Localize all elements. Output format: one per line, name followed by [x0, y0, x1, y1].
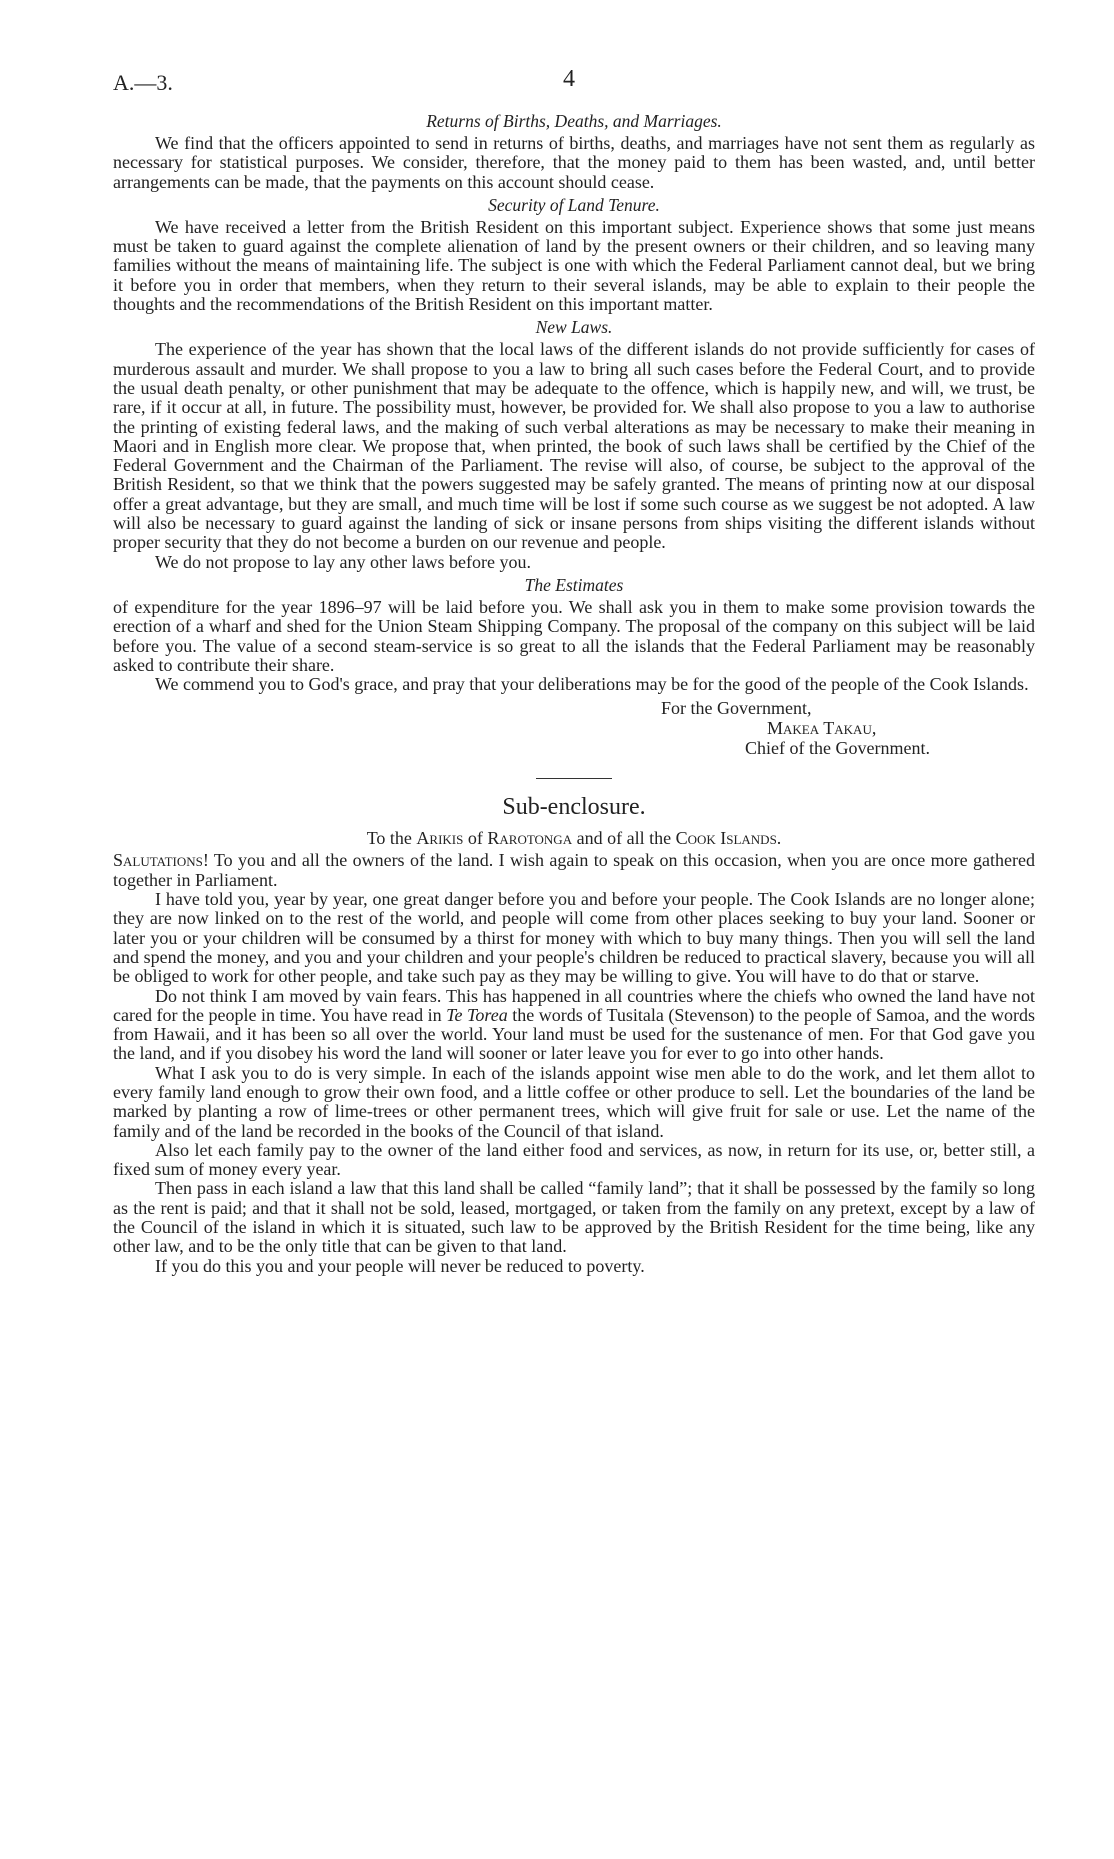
vain-fears-text-a: Do not think I am moved by vain fears. This has happened in all countries where the chiefs who owned the land have not cared for the people in time. You have read in	[113, 985, 1035, 1025]
paragraph-no-other-laws: We do not propose to lay any other laws before you.	[155, 551, 531, 572]
signatory-name: Makea Takau,	[767, 718, 877, 739]
address-and-all: and of all the	[576, 828, 672, 849]
heading-estimates: The Estimates	[524, 574, 624, 595]
paragraph-simple-request: What I ask you to do is very simple. In each of the islands appoint wise men able to do the work, and let them allot to every family land enough to grow their own food, and a little coffee or other produce to sell. Let the boundaries of the land be marked by planting a row of lime-trees or other permanent trees, which will give fruit for sale or use. Let the name of the family and of the land be recorded in the books of the Council of that island.	[113, 1062, 1035, 1141]
paragraph-births: We find that the officers appointed to send in returns of births, deaths, and marriages have not sent them as regularly as necessary for statistical purposes. We consider, therefore, that the money paid to them has been wasted, and, until better arrangements can be made, that the payments on this account should cease.	[113, 133, 1035, 192]
address-ariki-suffix: s	[456, 828, 464, 849]
paragraph-salutations	[113, 851, 1035, 890]
address-line	[113, 827, 1035, 849]
address-to: To the	[366, 828, 412, 849]
salutations-text: ! To you and all the owners of the land. I wish again to speak on this occasion, when you are once more gathered together in Parliament.	[113, 850, 1035, 890]
paragraph-family-land-law: Then pass in each island a law that this land shall be called “family land”; that it shall be possessed by the family so long as the rent is paid; and that it shall not be sold, leased, mortgaged, or taken from the family on any pretext, except by a law of the Council of the island in which it is situated, such law to be approved by the British Resident for the time being, like any other law, and to be the only title that can be given to that land.	[113, 1178, 1035, 1257]
paragraph-land-tenure: We have received a letter from the British Resident on this important subject. Experience shows that some just means must be taken to guard against the complete alienation of land by the present owners or their children, and so leaving many families without the means of maintaining life. The subject is one with which the Federal Parliament cannot deal, but we bring it before you in order that members, when they return to their several islands, may be able to explain to their people the thoughts and the recommendations of the British Resident on this important matter.	[113, 216, 1035, 315]
page-number: 4	[563, 66, 575, 92]
paragraph-conclusion: If you do this you and your people will never be reduced to poverty.	[155, 1255, 645, 1276]
section-divider	[536, 778, 612, 779]
address-rarotonga: Rarotonga	[487, 828, 573, 849]
signatory-title: Chief of the Government.	[745, 738, 930, 759]
heading-new-laws: New Laws.	[535, 317, 613, 338]
document-reference: A.—3.	[113, 70, 173, 95]
vain-fears-text-b: the words of Tusitala (Stevenson) to the people of Samoa, and the words from Hawaii, and it has been so all over the world. Your land must be used for the sustenance of men. For that God gave you the land, and if you disobey his word the land will sooner or later leave you for ever to go into other hands.	[113, 1004, 1036, 1064]
address-ariki: Ariki	[416, 828, 457, 849]
signoff-block	[661, 698, 1035, 758]
address-arikis	[416, 828, 463, 848]
paragraph-danger: I have told you, year by year, one great danger before you and before your people. The Cook Islands are no longer alone; they are now linked on to the rest of the world, and people will come from other places seeking to buy your land. Sooner or later you or your children will be consumed by a thirst for money with which to buy many things. Then you will sell the land and spend the money, and you and your children and your people's children be reduced to practical slavery, because you will all be obliged to work for other people, and take such pay as they may be willing to give. You will have to do that or starve.	[113, 889, 1035, 987]
paragraph-family-payment: Also let each family pay to the owner of the land either food and services, as now, in return for its use, or, better still, a fixed sum of money every year.	[113, 1139, 1035, 1180]
heading-births: Returns of Births, Deaths, and Marriages.	[426, 111, 722, 131]
paragraph-new-laws: The experience of the year has shown that the local laws of the different islands do not provide sufficiently for cases of murderous assault and murder. We shall propose to you a law to bring all such cases before the Federal Court, and to provide the usual death penalty, or other punishment that may be adequate to the offence, which is happily new, and will, we trust, be rare, if it occur at all, in future. The possibility must, however, be provided for. We shall also propose to you a law to authorise the printing of existing federal laws, and the making of such verbal alterations as may be necessary to make their meaning in Maori and in English more clear. We propose that, when printed, the book of such laws shall be certified by the Chief of the Federal Government and the Chairman of the Parliament. The revise will also, of course, be subject to the approval of the British Resident, so that we think that the powers suggested may be safely granted. The means of printing now at our disposal offer a great advantage, but they are small, and much time will be lost if some such course as we suggest be not adopted. A law will also be necessary to guard against the landing of sick or insane persons from ships visiting the different islands without proper security that they do not become a burden on our revenue and people.	[113, 339, 1035, 553]
paragraph-estimates: of expenditure for the year 1896–97 will be laid before you. We shall ask you in them to make some provision towards the erection of a wharf and shed for the Union Steam Shipping Company. The proposal of the company on this subject will be laid before you. The value of a second steam-service is so great to all the islands that the Federal Parliament may be reasonably asked to contribute their share.	[113, 596, 1035, 675]
salutations-word: Salutations	[113, 850, 203, 871]
signoff-line: For the Government,	[661, 698, 812, 719]
address-of: of	[467, 828, 483, 849]
publication-title: Te Torea	[446, 1004, 508, 1025]
paragraph-vain-fears	[113, 987, 1035, 1064]
paragraph-commendation: We commend you to God's grace, and pray that your deliberations may be for the good of the people of the Cook Islands.	[155, 674, 1029, 695]
heading-land-tenure: Security of Land Tenure.	[488, 194, 660, 215]
address-cook-islands: Cook Islands	[675, 828, 777, 849]
address-period: .	[776, 828, 782, 849]
page-header	[113, 60, 1035, 108]
sub-enclosure-title: Sub-enclosure.	[502, 794, 646, 821]
document-page	[113, 60, 1035, 1276]
